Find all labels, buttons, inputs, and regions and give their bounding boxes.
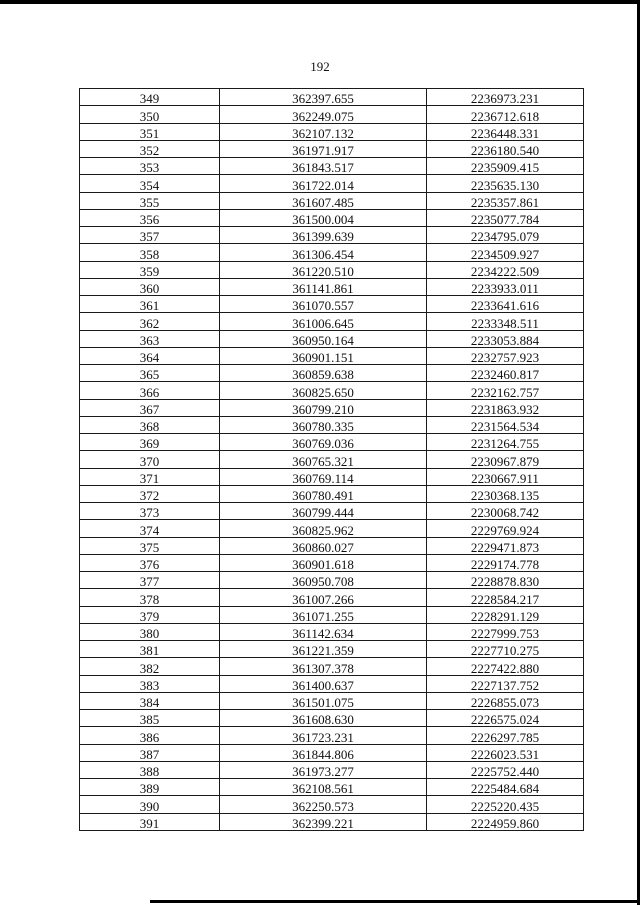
- point-number-cell: 390: [80, 796, 220, 813]
- y-coordinate-cell: 2231264.755: [427, 434, 584, 451]
- point-number-cell: 375: [80, 537, 220, 554]
- x-coordinate-cell: 360769.114: [220, 468, 427, 485]
- y-coordinate-cell: 2235357.861: [427, 192, 584, 209]
- y-coordinate-cell: 2226023.531: [427, 744, 584, 761]
- table-row: [80, 227, 584, 244]
- point-number-cell: 376: [80, 554, 220, 571]
- point-number-cell: 355: [80, 192, 220, 209]
- y-coordinate-cell: 2236448.331: [427, 123, 584, 140]
- point-number-cell: 359: [80, 261, 220, 278]
- table-row: [80, 296, 584, 313]
- point-number-cell: 386: [80, 727, 220, 744]
- y-coordinate-cell: 2235909.415: [427, 158, 584, 175]
- y-coordinate-cell: 2233053.884: [427, 330, 584, 347]
- table-row: [80, 244, 584, 261]
- table-row: [80, 761, 584, 778]
- x-coordinate-cell: 361723.231: [220, 727, 427, 744]
- x-coordinate-cell: 361142.634: [220, 623, 427, 640]
- point-number-cell: 361: [80, 296, 220, 313]
- table-row: [80, 589, 584, 606]
- table-row: [80, 313, 584, 330]
- x-coordinate-cell: 361973.277: [220, 761, 427, 778]
- y-coordinate-cell: 2234222.509: [427, 261, 584, 278]
- point-number-cell: 364: [80, 347, 220, 364]
- table-row: [80, 554, 584, 571]
- point-number-cell: 379: [80, 606, 220, 623]
- y-coordinate-cell: 2236973.231: [427, 89, 584, 106]
- table-row: [80, 416, 584, 433]
- table-row: [80, 658, 584, 675]
- x-coordinate-cell: 362397.655: [220, 89, 427, 106]
- table-row: [80, 710, 584, 727]
- table-row: [80, 796, 584, 813]
- point-number-cell: 389: [80, 779, 220, 796]
- table-row: [80, 641, 584, 658]
- point-number-cell: 387: [80, 744, 220, 761]
- y-coordinate-cell: 2229174.778: [427, 554, 584, 571]
- x-coordinate-cell: 361307.378: [220, 658, 427, 675]
- table-row: [80, 727, 584, 744]
- point-number-cell: 365: [80, 365, 220, 382]
- point-number-cell: 388: [80, 761, 220, 778]
- table-row: [80, 399, 584, 416]
- point-number-cell: 367: [80, 399, 220, 416]
- table-row: [80, 209, 584, 226]
- table-row: [80, 278, 584, 295]
- y-coordinate-cell: 2235077.784: [427, 209, 584, 226]
- coordinates-table-body: [80, 89, 584, 831]
- x-coordinate-cell: 361843.517: [220, 158, 427, 175]
- x-coordinate-cell: 360765.321: [220, 451, 427, 468]
- table-row: [80, 175, 584, 192]
- point-number-cell: 391: [80, 813, 220, 830]
- point-number-cell: 357: [80, 227, 220, 244]
- y-coordinate-cell: 2227710.275: [427, 641, 584, 658]
- y-coordinate-cell: 2236180.540: [427, 140, 584, 157]
- x-coordinate-cell: 360950.708: [220, 572, 427, 589]
- x-coordinate-cell: 361400.637: [220, 675, 427, 692]
- point-number-cell: 377: [80, 572, 220, 589]
- table-row: [80, 537, 584, 554]
- y-coordinate-cell: 2224959.860: [427, 813, 584, 830]
- table-row: [80, 572, 584, 589]
- y-coordinate-cell: 2232757.923: [427, 347, 584, 364]
- point-number-cell: 354: [80, 175, 220, 192]
- point-number-cell: 352: [80, 140, 220, 157]
- x-coordinate-cell: 362108.561: [220, 779, 427, 796]
- coordinates-table: [79, 88, 584, 831]
- x-coordinate-cell: 361608.630: [220, 710, 427, 727]
- table-row: [80, 192, 584, 209]
- y-coordinate-cell: 2232162.757: [427, 382, 584, 399]
- point-number-cell: 358: [80, 244, 220, 261]
- x-coordinate-cell: 361844.806: [220, 744, 427, 761]
- x-coordinate-cell: 360769.036: [220, 434, 427, 451]
- point-number-cell: 368: [80, 416, 220, 433]
- x-coordinate-cell: 361306.454: [220, 244, 427, 261]
- table-row: [80, 382, 584, 399]
- x-coordinate-cell: 361971.917: [220, 140, 427, 157]
- x-coordinate-cell: 362399.221: [220, 813, 427, 830]
- table-row: [80, 606, 584, 623]
- y-coordinate-cell: 2227137.752: [427, 675, 584, 692]
- y-coordinate-cell: 2225752.440: [427, 761, 584, 778]
- x-coordinate-cell: 360780.491: [220, 485, 427, 502]
- point-number-cell: 363: [80, 330, 220, 347]
- point-number-cell: 381: [80, 641, 220, 658]
- point-number-cell: 350: [80, 106, 220, 123]
- y-coordinate-cell: 2231564.534: [427, 416, 584, 433]
- y-coordinate-cell: 2234509.927: [427, 244, 584, 261]
- y-coordinate-cell: 2234795.079: [427, 227, 584, 244]
- table-row: [80, 434, 584, 451]
- y-coordinate-cell: 2231863.932: [427, 399, 584, 416]
- table-row: [80, 692, 584, 709]
- x-coordinate-cell: 361722.014: [220, 175, 427, 192]
- scan-border-top: [0, 0, 640, 4]
- point-number-cell: 385: [80, 710, 220, 727]
- y-coordinate-cell: 2229471.873: [427, 537, 584, 554]
- scan-border-bottom: [150, 900, 640, 903]
- point-number-cell: 382: [80, 658, 220, 675]
- y-coordinate-cell: 2226575.024: [427, 710, 584, 727]
- table-row: [80, 520, 584, 537]
- x-coordinate-cell: 361220.510: [220, 261, 427, 278]
- y-coordinate-cell: 2236712.618: [427, 106, 584, 123]
- table-row: [80, 675, 584, 692]
- table-row: [80, 623, 584, 640]
- point-number-cell: 372: [80, 485, 220, 502]
- table-row: [80, 106, 584, 123]
- table-row: [80, 451, 584, 468]
- table-row: [80, 779, 584, 796]
- y-coordinate-cell: 2227422.880: [427, 658, 584, 675]
- point-number-cell: 349: [80, 89, 220, 106]
- x-coordinate-cell: 361007.266: [220, 589, 427, 606]
- x-coordinate-cell: 360825.650: [220, 382, 427, 399]
- y-coordinate-cell: 2230068.742: [427, 503, 584, 520]
- point-number-cell: 383: [80, 675, 220, 692]
- x-coordinate-cell: 361070.557: [220, 296, 427, 313]
- y-coordinate-cell: 2228291.129: [427, 606, 584, 623]
- y-coordinate-cell: 2233933.011: [427, 278, 584, 295]
- table-row: [80, 813, 584, 830]
- x-coordinate-cell: 360860.027: [220, 537, 427, 554]
- x-coordinate-cell: 360825.962: [220, 520, 427, 537]
- x-coordinate-cell: 360901.151: [220, 347, 427, 364]
- point-number-cell: 371: [80, 468, 220, 485]
- point-number-cell: 356: [80, 209, 220, 226]
- point-number-cell: 360: [80, 278, 220, 295]
- point-number-cell: 362: [80, 313, 220, 330]
- y-coordinate-cell: 2226297.785: [427, 727, 584, 744]
- table-row: [80, 158, 584, 175]
- table-row: [80, 123, 584, 140]
- y-coordinate-cell: 2230967.879: [427, 451, 584, 468]
- table-row: [80, 330, 584, 347]
- x-coordinate-cell: 360799.444: [220, 503, 427, 520]
- y-coordinate-cell: 2225220.435: [427, 796, 584, 813]
- x-coordinate-cell: 361071.255: [220, 606, 427, 623]
- x-coordinate-cell: 361399.639: [220, 227, 427, 244]
- x-coordinate-cell: 361500.004: [220, 209, 427, 226]
- point-number-cell: 378: [80, 589, 220, 606]
- page-number: 192: [310, 59, 330, 74]
- x-coordinate-cell: 362250.573: [220, 796, 427, 813]
- table-row: [80, 365, 584, 382]
- x-coordinate-cell: 361221.359: [220, 641, 427, 658]
- table-row: [80, 503, 584, 520]
- y-coordinate-cell: 2235635.130: [427, 175, 584, 192]
- point-number-cell: 370: [80, 451, 220, 468]
- x-coordinate-cell: 362107.132: [220, 123, 427, 140]
- table-row: [80, 140, 584, 157]
- y-coordinate-cell: 2230368.135: [427, 485, 584, 502]
- x-coordinate-cell: 360799.210: [220, 399, 427, 416]
- y-coordinate-cell: 2233348.511: [427, 313, 584, 330]
- point-number-cell: 384: [80, 692, 220, 709]
- point-number-cell: 366: [80, 382, 220, 399]
- x-coordinate-cell: 360780.335: [220, 416, 427, 433]
- x-coordinate-cell: 361006.645: [220, 313, 427, 330]
- point-number-cell: 380: [80, 623, 220, 640]
- y-coordinate-cell: 2227999.753: [427, 623, 584, 640]
- y-coordinate-cell: 2225484.684: [427, 779, 584, 796]
- x-coordinate-cell: 361501.075: [220, 692, 427, 709]
- table-row: [80, 89, 584, 106]
- x-coordinate-cell: 361607.485: [220, 192, 427, 209]
- y-coordinate-cell: 2226855.073: [427, 692, 584, 709]
- table-row: [80, 347, 584, 364]
- table-row: [80, 485, 584, 502]
- point-number-cell: 374: [80, 520, 220, 537]
- table-row: [80, 261, 584, 278]
- x-coordinate-cell: 360950.164: [220, 330, 427, 347]
- point-number-cell: 353: [80, 158, 220, 175]
- y-coordinate-cell: 2228584.217: [427, 589, 584, 606]
- point-number-cell: 373: [80, 503, 220, 520]
- x-coordinate-cell: 360859.638: [220, 365, 427, 382]
- x-coordinate-cell: 360901.618: [220, 554, 427, 571]
- x-coordinate-cell: 361141.861: [220, 278, 427, 295]
- table-row: [80, 744, 584, 761]
- y-coordinate-cell: 2230667.911: [427, 468, 584, 485]
- y-coordinate-cell: 2232460.817: [427, 365, 584, 382]
- point-number-cell: 369: [80, 434, 220, 451]
- y-coordinate-cell: 2229769.924: [427, 520, 584, 537]
- table-row: [80, 468, 584, 485]
- y-coordinate-cell: 2228878.830: [427, 572, 584, 589]
- y-coordinate-cell: 2233641.616: [427, 296, 584, 313]
- point-number-cell: 351: [80, 123, 220, 140]
- x-coordinate-cell: 362249.075: [220, 106, 427, 123]
